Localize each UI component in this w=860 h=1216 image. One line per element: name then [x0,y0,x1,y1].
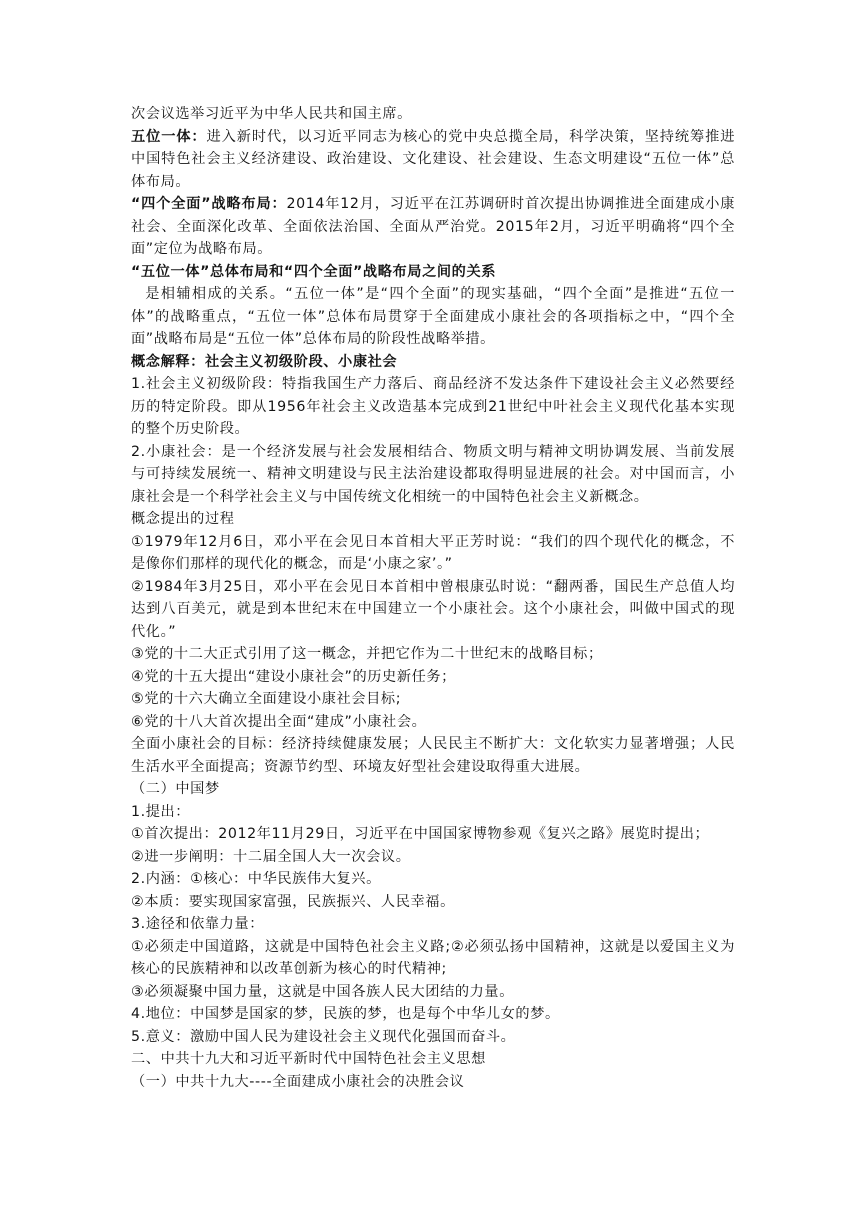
term-body: 2014年12月，习近平在江苏调研时首次提出协调推进全面建成小康社会、全面深化改革、全面依法治国、全面从严治党。2015年2月，习近平明确将“四个全面”定位为战略布局。 [131,196,735,257]
list-item: ③必须凝聚中国力量，这就是中国各族人民大团结的力量。 [131,983,515,1000]
paragraph: 次会议选举习近平为中华人民共和国主席。 [131,106,412,122]
paragraph: 5.意义：激励中国人民为建设社会主义现代化强国而奋斗。 [131,1028,516,1045]
list-item: ②进一步阐明：十二届全国人大一次会议。 [131,848,411,865]
list-item: ②本质：要实现国家富强，民族振兴、人民幸福。 [131,893,455,910]
paragraph: 3.途径和依靠力量： [131,916,265,932]
paragraph: 概念提出的过程 [131,511,235,527]
list-item: ⑤党的十六大确立全面建设小康社会目标; [131,691,402,707]
paragraph-five-in-one [131,126,735,194]
term-heading: 五位一体： [131,128,207,145]
section-heading: 二、中共十九大和习近平新时代中国特色社会主义思想 [131,1051,486,1067]
paragraph: 是相辅相成的关系。“五位一体”是“四个全面”的现实基础，“四个全面”是推进“五位一体”的战略重点，“五位一体”总体布局贯穿于全面建成小康社会的各项指标之中，“四个全面”战略布局是“五位一体”总体布局的阶段性战略举措。 [131,286,735,347]
document-body [131,103,735,1093]
paragraph: 全面小康社会的目标：经济持续健康发展；人民民主不断扩大：文化软实力显著增强；人民生活水平全面提高；资源节约型、环境友好型社会建设取得重大进展。 [131,736,735,775]
section-heading: 概念解释：社会主义初级阶段、小康社会 [131,353,398,370]
list-item: ③党的十二大正式引用了这一概念，并把它作为二十世纪末的战略目标； [131,646,603,662]
list-item: ①必须走中国道路，这就是中国特色社会主义路;②必须弘扬中国精神，这就是以爱国主义为核心的民族精神和以改革创新为核心的时代精神; [131,938,735,977]
list-item: ④党的十五大提出“建设小康社会”的历史新任务； [131,668,456,685]
paragraph: 4.地位：中国梦是国家的梦，民族的梦，也是每个中华儿女的梦。 [131,1006,560,1022]
paragraph: 2.内涵：①核心：中华民族伟大复兴。 [131,871,381,887]
section-heading: “五位一体”总体布局和“四个全面”战略布局之间的关系 [131,263,497,280]
list-item: ⑥党的十八大首次提出全面“建成”小康社会。 [131,713,427,730]
list-item: ②1984年3月25日，邓小平在会见日本首相中曾根康弘时说：“翻两番，国民生产总值人均达到八百美元，就是到本世纪末在中国建立一个小康社会。这个小康社会，叫做中国式的现代化。” [131,578,735,640]
term-heading: “四个全面”战略布局： [131,196,287,212]
subsection-heading: （二）中国梦 [131,781,220,797]
subsection-heading: （一）中共十九大----全面建成小康社会的决胜会议 [131,1073,465,1090]
list-item: ①1979年12月6日，邓小平在会见日本首相大平正芳时说：“我们的四个现代化的概念，不是像你们那样的现代化的概念，而是‘小康之家’。” [131,533,735,572]
term-body: 进入新时代，以习近平同志为核心的党中央总揽全局，科学决策，坚持统筹推进中国特色社会主义经济建设、政治建设、文化建设、社会建设、生态文明建设“五位一体”总体布局。 [131,128,735,190]
paragraph: 1.社会主义初级阶段：特指我国生产力落后、商品经济不发达条件下建设社会主义必然要经历的特定阶段。即从1956年社会主义改造基本完成到21世纪中叶社会主义现代化基本实现的整个历史阶段。 [131,376,735,437]
paragraph: 2.小康社会：是一个经济发展与社会发展相结合、物质文明与精神文明协调发展、当前发展与可持续发展统一、精神文明建设与民主法治建设都取得明显进展的社会。对中国而言，小康社会是一个科学社会主义与中国传统文化相统一的中国特色社会主义新概念。 [131,443,735,505]
list-item: ①首次提出：2012年11月29日，习近平在中国国家博物参观《复兴之路》展览时提出； [131,826,710,842]
paragraph: 1.提出： [131,803,191,820]
paragraph-four-comprehensives [131,193,735,261]
